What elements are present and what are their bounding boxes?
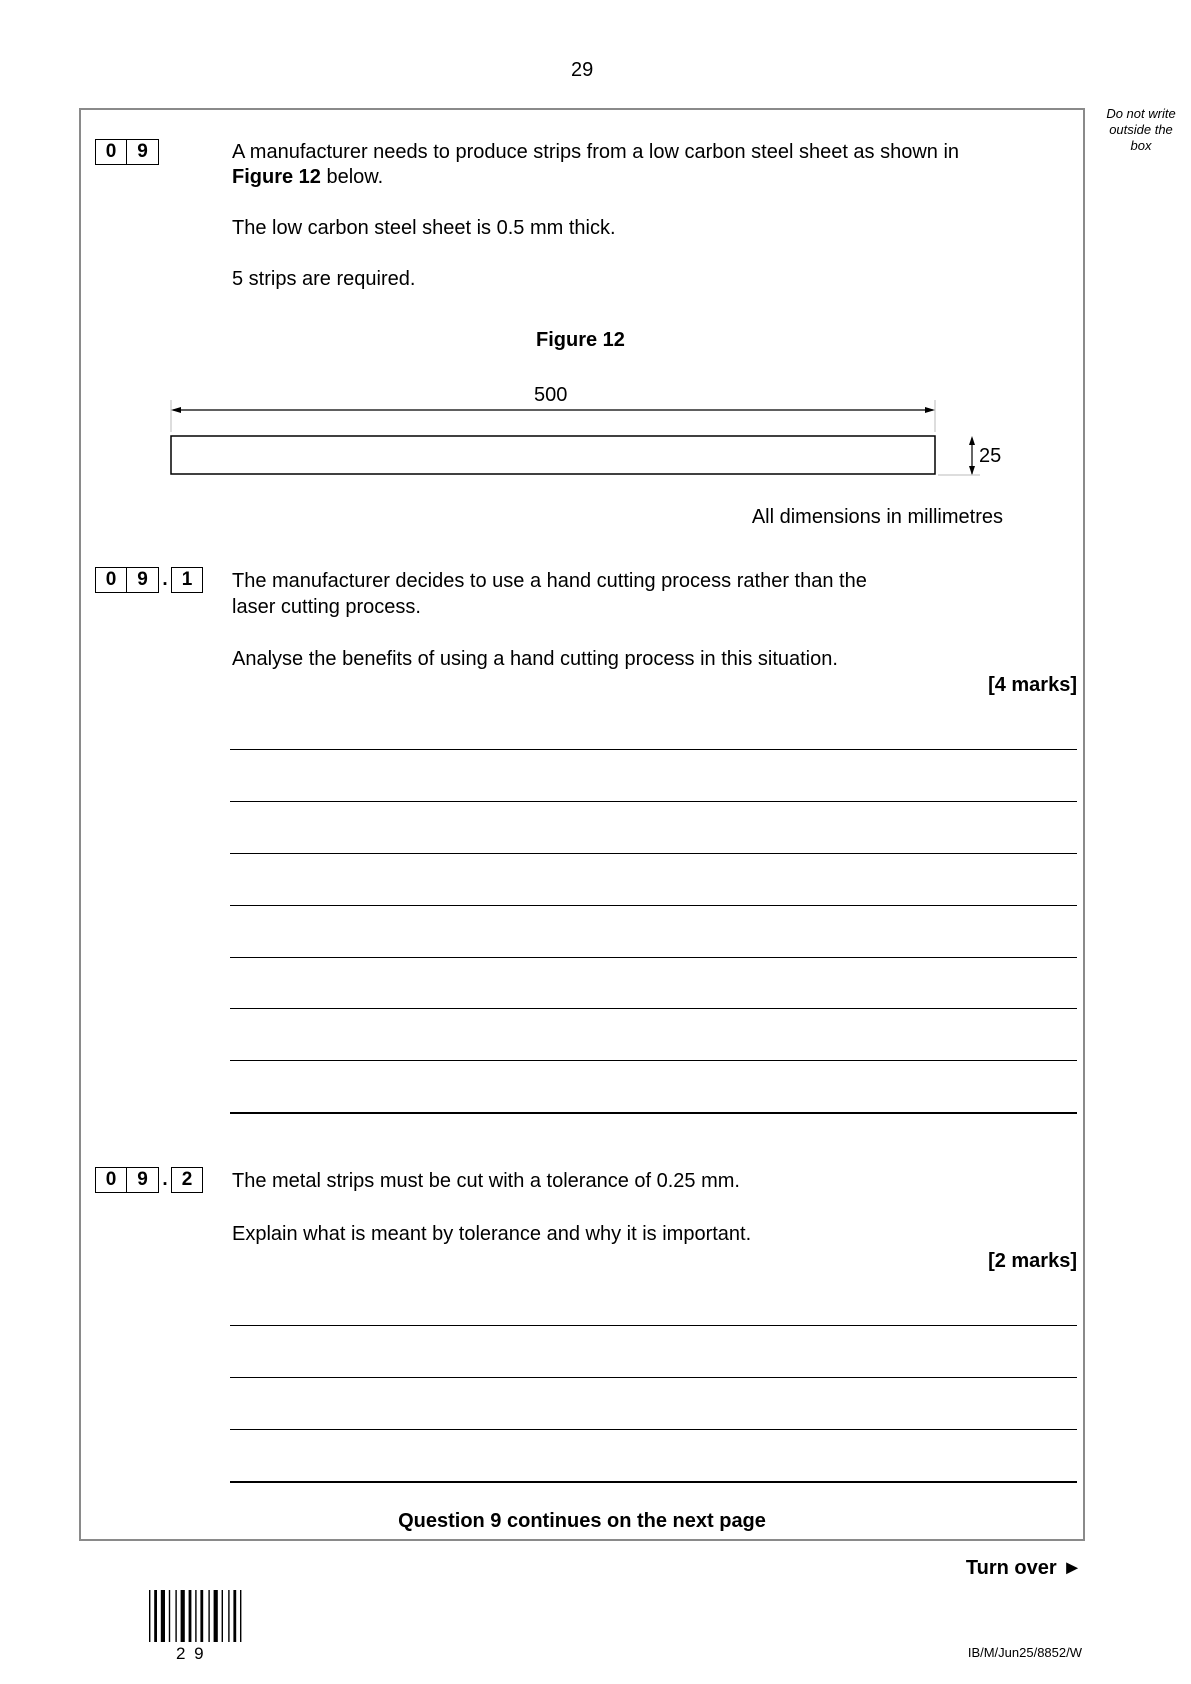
answer-line[interactable] bbox=[230, 1008, 1077, 1009]
margin-note-line: Do not write bbox=[1106, 106, 1176, 121]
question-intro: A manufacturer needs to produce strips from a low carbon steel sheet as shown in bbox=[232, 141, 960, 163]
question-intro-cont bbox=[232, 165, 383, 189]
answer-line[interactable] bbox=[230, 1377, 1077, 1378]
question-number bbox=[95, 139, 159, 165]
barcode-bar bbox=[233, 1590, 236, 1642]
barcode-icon bbox=[149, 1590, 257, 1642]
margin-note-line: box bbox=[1130, 138, 1152, 153]
part2-text: The metal strips must be cut with a tolerance of 0.25 mm. bbox=[232, 1170, 740, 1192]
intro-rest: below. bbox=[320, 166, 384, 188]
figure-title: Figure 12 bbox=[536, 329, 625, 351]
strip-diagram bbox=[160, 398, 1020, 488]
answer-line[interactable] bbox=[230, 1112, 1077, 1114]
barcode-bar bbox=[228, 1590, 229, 1642]
part1-text: The manufacturer decides to use a hand cutting process rather than the bbox=[232, 570, 867, 592]
part2-prompt: Explain what is meant by tolerance and why it is important. bbox=[232, 1223, 752, 1245]
margin-note bbox=[1100, 106, 1182, 154]
digit-box: 9 bbox=[127, 139, 159, 165]
page-number: 29 bbox=[571, 59, 594, 81]
arrow-right-icon bbox=[925, 407, 935, 413]
digit-box: 9 bbox=[127, 1167, 159, 1193]
part1-prompt: Analyse the benefits of using a hand cutting process in this situation. bbox=[232, 648, 838, 670]
barcode-number: 2 9 bbox=[176, 1644, 206, 1663]
continues-note: Question 9 continues on the next page bbox=[398, 1510, 766, 1532]
digit-box: 0 bbox=[95, 567, 127, 593]
part1-text-cont: laser cutting process. bbox=[232, 596, 421, 618]
barcode-bar bbox=[154, 1590, 157, 1642]
part2-marks: [2 marks] bbox=[988, 1250, 1077, 1272]
part-number: 0 9 . 2 bbox=[95, 1167, 203, 1193]
digit-box: 2 bbox=[171, 1167, 203, 1193]
units-note: All dimensions in millimetres bbox=[751, 506, 1003, 528]
strips-text: 5 strips are required. bbox=[232, 268, 416, 290]
answer-frame bbox=[79, 108, 1085, 1541]
barcode-bar bbox=[175, 1590, 176, 1642]
answer-line[interactable] bbox=[230, 905, 1077, 906]
barcode-bar bbox=[214, 1590, 218, 1642]
digit-box: 0 bbox=[95, 1167, 127, 1193]
barcode-bar bbox=[189, 1590, 192, 1642]
answer-line[interactable] bbox=[230, 1325, 1077, 1326]
figure-ref: Figure 12 bbox=[232, 166, 321, 188]
thickness-text: The low carbon steel sheet is 0.5 mm thick. bbox=[232, 217, 616, 239]
length-label: 500 bbox=[534, 384, 568, 406]
steel-strip bbox=[171, 436, 935, 474]
part-number: 0 9 . 1 bbox=[95, 567, 203, 593]
barcode-bar bbox=[169, 1590, 170, 1642]
digit-box: 1 bbox=[171, 567, 203, 593]
barcode-bar bbox=[240, 1590, 241, 1642]
answer-line[interactable] bbox=[230, 1481, 1077, 1483]
barcode-bar bbox=[208, 1590, 209, 1642]
part1-marks: [4 marks] bbox=[988, 674, 1077, 696]
answer-line[interactable] bbox=[230, 1060, 1077, 1061]
turn-over: Turn over ► bbox=[965, 1557, 1082, 1579]
barcode-bar bbox=[222, 1590, 223, 1642]
digit-box: 9 bbox=[127, 567, 159, 593]
footer-code: IB/M/Jun25/8852/W bbox=[967, 1645, 1082, 1660]
answer-line[interactable] bbox=[230, 853, 1077, 854]
barcode-bar bbox=[161, 1590, 165, 1642]
answer-line[interactable] bbox=[230, 801, 1077, 802]
margin-note-line: outside the bbox=[1109, 122, 1173, 137]
digit-box: 0 bbox=[95, 139, 127, 165]
arrow-down-icon bbox=[969, 466, 975, 475]
arrow-up-icon bbox=[969, 436, 975, 445]
answer-line[interactable] bbox=[230, 957, 1077, 958]
barcode-bar bbox=[200, 1590, 203, 1642]
barcode-bar bbox=[181, 1590, 185, 1642]
barcode-bar bbox=[195, 1590, 196, 1642]
barcode-bar bbox=[149, 1590, 150, 1642]
answer-line[interactable] bbox=[230, 1429, 1077, 1430]
answer-line[interactable] bbox=[230, 749, 1077, 750]
arrow-left-icon bbox=[171, 407, 181, 413]
width-label: 25 bbox=[979, 445, 1002, 467]
